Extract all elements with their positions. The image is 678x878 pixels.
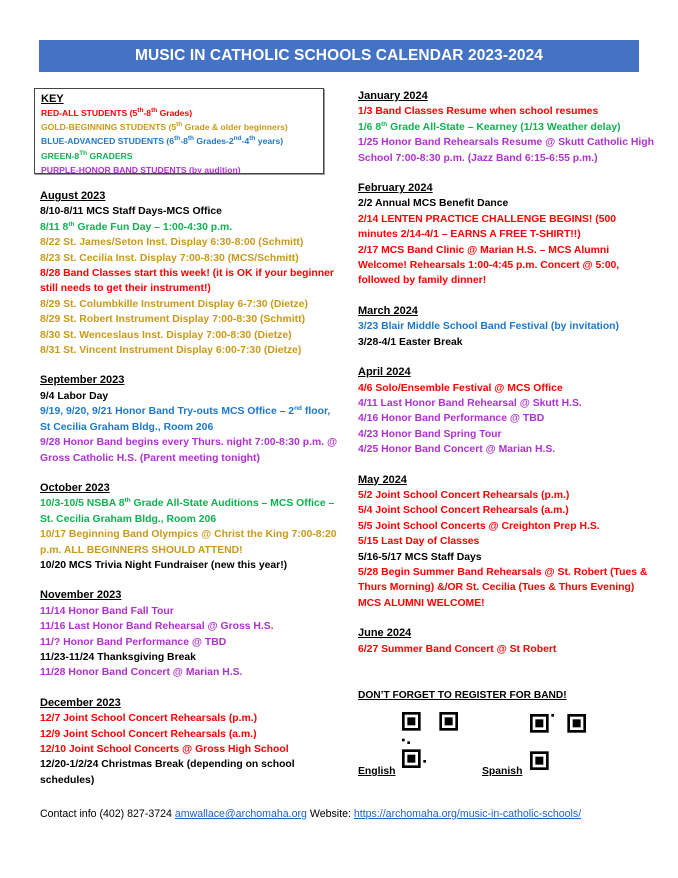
calendar-event: 10/20 MCS Trivia Night Fundraiser (new this year!)	[40, 559, 288, 571]
month-section-november	[40, 588, 340, 680]
page-title: MUSIC IN CATHOLIC SCHOOLS CALENDAR 2023-2024	[39, 40, 639, 72]
month-section-june	[358, 626, 658, 657]
key-item-blue: BLUE-ADVANCED STUDENTS (6th-8th Grades-2nd-4th years)	[41, 135, 284, 147]
calendar-event: 5/4 Joint School Concert Rehearsals (a.m.)	[358, 505, 569, 517]
month-heading: April 2024	[358, 366, 411, 379]
calendar-event: 8/11 8th Grade Fun Day – 1:00-4:30 p.m.	[40, 220, 233, 233]
month-heading: November 2023	[40, 589, 122, 602]
calendar-event: 11/14 Honor Band Fall Tour	[40, 605, 174, 617]
calendar-event: 11/23-11/24 Thanksgiving Break	[40, 651, 196, 663]
calendar-event: 8/29 St. Robert Instrument Display 7:00-8:30 (Schmitt)	[40, 314, 306, 326]
key-item-purple: PURPLE-HONOR BAND STUDENTS (by audition)	[41, 164, 241, 175]
calendar-event: 8/29 St. Columbkille Instrument Display 6-7:30 (Dietze)	[40, 298, 308, 310]
calendar-event: 12/9 Joint School Concert Rehearsals (a.m.)	[40, 728, 257, 740]
month-section-february	[358, 181, 658, 289]
month-section-september	[40, 373, 340, 465]
month-section-august	[40, 189, 340, 358]
calendar-event: 4/25 Honor Band Concert @ Marian H.S.	[358, 444, 556, 456]
month-heading: October 2023	[40, 481, 110, 494]
calendar-event: 6/27 Summer Band Concert @ St Robert	[358, 643, 557, 655]
calendar-event: 11/? Honor Band Performance @ TBD	[40, 636, 227, 648]
calendar-event: 4/11 Last Honor Band Rehearsal @ Skutt H.S.	[358, 397, 582, 409]
left-column	[40, 189, 340, 803]
calendar-event: 12/20-1/2/24 Christmas Break (depending on school schedules)	[40, 759, 295, 786]
website-link[interactable]: https://archomaha.org/music-in-catholic-schools/	[353, 808, 582, 820]
month-heading: June 2024	[358, 627, 412, 640]
calendar-event: 9/4 Labor Day	[40, 390, 109, 402]
calendar-event: 8/23 St. Cecilia Inst. Display 7:00-8:30 (MCS/Schmitt)	[40, 252, 299, 264]
month-heading: February 2024	[358, 182, 433, 195]
key-item-gold: GOLD-BEGINNING STUDENTS (5th Grade & older beginners)	[41, 121, 288, 133]
calendar-event: 11/28 Honor Band Concert @ Marian H.S.	[40, 667, 243, 679]
calendar-event: 2/14 LENTEN PRACTICE CHALLENGE BEGINS! (500 minutes 2/14-4/1 – EARNS A FREE T-SHIRT!!)	[358, 213, 617, 241]
calendar-event: 9/28 Honor Band begins every Thurs. night 7:00-8:30 p.m. @ Gross Catholic H.S. (Parent meeting tonight)	[40, 437, 338, 464]
month-heading: December 2023	[40, 696, 121, 709]
spanish-label: Spanish	[482, 766, 523, 777]
calendar-event: 8/28 Band Classes start this week! (it is OK if your beginner still needs to get their instrument!)	[40, 268, 334, 295]
key-title: KEY	[41, 93, 64, 105]
calendar-event: 10/17 Beginning Band Olympics @ Christ the King 7:00-8:20 p.m. ALL BEGINNERS SHOULD ATTEND!	[40, 529, 337, 556]
calendar-event: 11/16 Last Honor Band Rehearsal @ Gross H.S.	[40, 621, 274, 633]
calendar-event: 2/17 MCS Band Clinic @ Marian H.S. – MCS Alumni Welcome! Rehearsals 1:00-4:45 p.m. Concert @ 5:00, followed by family dinner!	[358, 244, 620, 287]
calendar-event: 9/19, 9/20, 9/21 Honor Band Try-outs MCS Office – 2nd floor, St Cecilia Graham Bldg., Room 206	[40, 405, 331, 433]
contact-info	[40, 808, 581, 820]
calendar-event: 3/23 Blair Middle School Band Festival (by invitation)	[358, 321, 619, 333]
month-section-december	[40, 696, 340, 788]
english-label: English	[358, 766, 396, 777]
website-label: Website:	[309, 808, 351, 820]
month-heading: May 2024	[358, 473, 407, 486]
calendar-event: 8/30 St. Wenceslaus Inst. Display 7:00-8:30 (Dietze)	[40, 329, 292, 341]
key-item-green: GREEN-8Th GRADERS	[41, 149, 133, 161]
calendar-event: 1/3 Band Classes Resume when school resumes	[358, 106, 599, 118]
qr-code-icon[interactable]	[402, 712, 458, 768]
calendar-event: 5/5 Joint School Concerts @ Creighton Prep H.S.	[358, 520, 600, 532]
calendar-event: 5/16-5/17 MCS Staff Days	[358, 551, 482, 563]
qr-english-svg	[402, 712, 458, 768]
calendar-event: 4/16 Honor Band Performance @ TBD	[358, 413, 545, 425]
calendar-event: 8/22 St. James/Seton Inst. Display 6:30-8:00 (Schmitt)	[40, 237, 304, 249]
calendar-event: 5/28 Begin Summer Band Rehearsals @ St. Robert (Tues & Thurs Morning) &/OR St. Cecilia (Tues & Thurs Evening) MCS ALUMNI WELCOME!	[358, 566, 648, 609]
email-link[interactable]: amwallace@archomaha.org	[174, 808, 307, 820]
register-heading: DON’T FORGET TO REGISTER FOR BAND!	[358, 690, 567, 701]
calendar-event: 4/6 Solo/Ensemble Festival @ MCS Office	[358, 382, 563, 394]
calendar-event: 10/3-10/5 NSBA 8th Grade All-State Auditions – MCS Office – St. Cecilia Graham Bldg., Room 206	[40, 497, 335, 525]
calendar-event: 4/23 Honor Band Spring Tour	[358, 428, 502, 440]
calendar-event: 12/7 Joint School Concert Rehearsals (p.m.)	[40, 713, 258, 725]
month-section-may	[358, 473, 658, 612]
month-section-january	[358, 89, 658, 166]
calendar-event: 1/6 8th Grade All-State – Kearney (1/13 Weather delay)	[358, 120, 621, 133]
month-heading: September 2023	[40, 374, 125, 387]
contact-phone: Contact info (402) 827-3724	[40, 808, 172, 820]
calendar-event: 5/15 Last Day of Classes	[358, 536, 480, 548]
month-section-april	[358, 365, 658, 457]
key-item-red: RED-ALL STUDENTS (5th-8th Grades)	[41, 107, 193, 118]
qr-spanish-svg	[530, 714, 586, 770]
month-heading: January 2024	[358, 90, 428, 102]
month-heading: March 2024	[358, 304, 418, 317]
calendar-event: 3/28-4/1 Easter Break	[358, 336, 463, 348]
calendar-event: 8/31 St. Vincent Instrument Display 6:00-7:30 (Dietze)	[40, 345, 302, 357]
right-column	[358, 89, 658, 672]
calendar-event: 8/10-8/11 MCS Staff Days-MCS Office	[40, 206, 222, 218]
month-heading: August 2023	[40, 190, 106, 202]
calendar-event: 2/2 Annual MCS Benefit Dance	[358, 198, 509, 210]
calendar-event: 1/25 Honor Band Rehearsals Resume @ Skutt Catholic High School 7:00-8:30 p.m. (Jazz Band 6:15-6:55 p.m.)	[358, 137, 654, 164]
calendar-event: 5/2 Joint School Concert Rehearsals (p.m.)	[358, 489, 570, 501]
color-key	[34, 88, 324, 174]
qr-code-icon[interactable]	[530, 714, 586, 770]
month-section-march	[358, 304, 658, 350]
calendar-event: 12/10 Joint School Concerts @ Gross High School	[40, 744, 289, 755]
month-section-october	[40, 481, 340, 573]
